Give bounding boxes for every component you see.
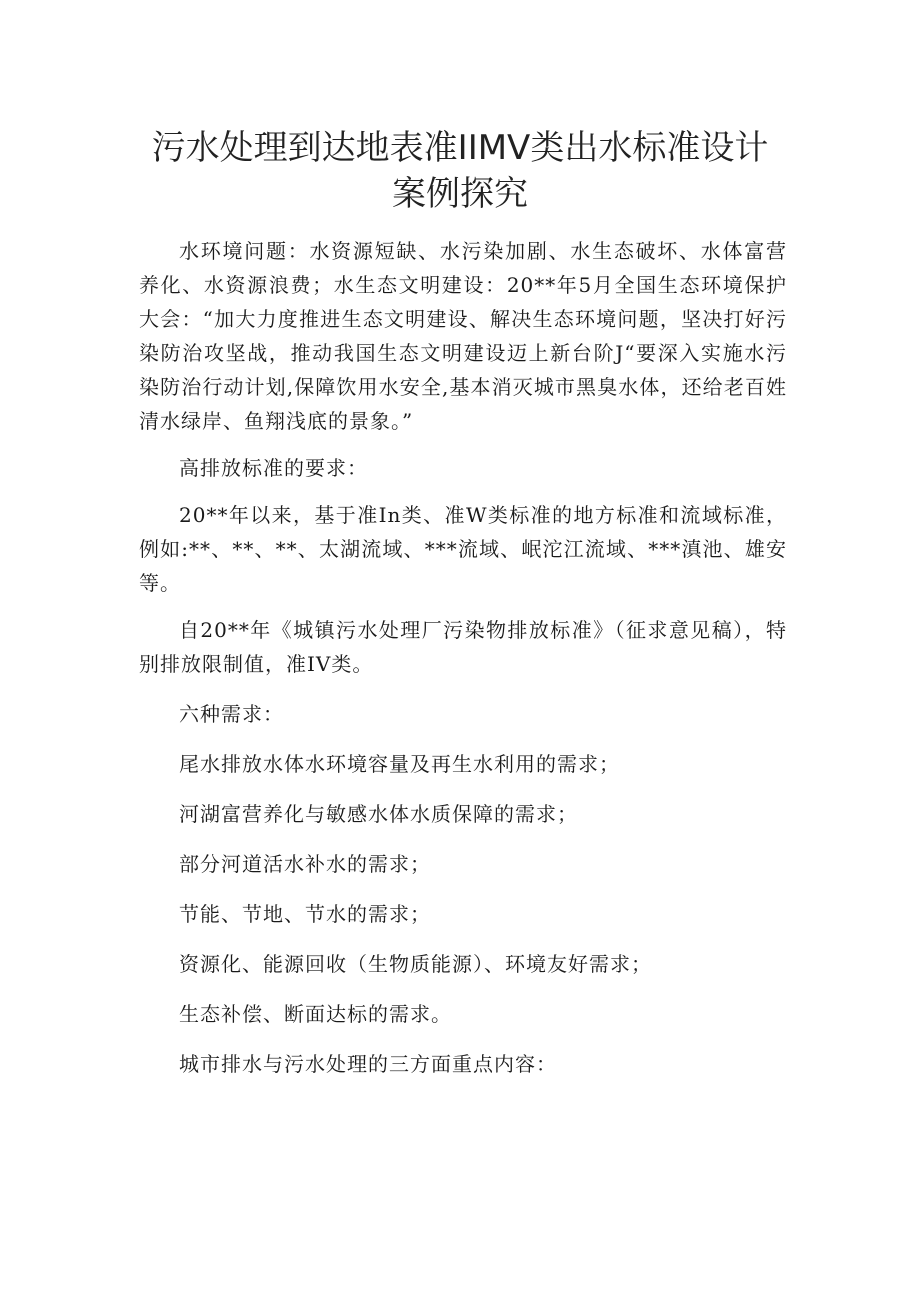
list-item-need-3: 部分河道活水补水的需求； — [179, 852, 431, 876]
paragraph-national-standard: 自20**年《城镇污水处理厂污染物排放标准》（征求意见稿），特别排放限制值，准IV类。 — [139, 618, 787, 676]
list-item-need-4: 节能、节地、节水的需求； — [179, 902, 431, 926]
document-title-line-1: 污水处理到达地表准IIMV类出水标准设计 — [151, 128, 769, 168]
list-item-need-1: 尾水排放水体水环境容量及再生水利用的需求； — [179, 752, 620, 776]
document-body — [139, 234, 787, 1081]
paragraph-water-environment-issues: 水环境问题：水资源短缺、水污染加剧、水生态破坏、水体富营养化、水资源浪费；水生态文明建设：20**年5月全国生态环境保护大会：“加大力度推进生态文明建设、解决生态环境问题，坚决打好污染防治攻坚战，推动我国生态文明建设迈上新台阶J“要深入实施水污染防治行动计划,保障饮用水安全,基本消灭城市黑臭水体，还给老百姓清水绿岸、鱼翔浅底的景象。” — [139, 239, 787, 433]
paragraph-six-needs-heading: 六种需求： — [179, 702, 284, 726]
list-item-need-6: 生态补偿、断面达标的需求。 — [179, 1002, 452, 1026]
paragraph-high-discharge-heading: 高排放标准的要求： — [179, 456, 368, 480]
list-item-need-2: 河湖富营养化与敏感水体水质保障的需求； — [179, 802, 578, 826]
document-title-line-2: 案例探究 — [392, 174, 528, 214]
list-item-need-5: 资源化、能源回收（生物质能源）、环境友好需求； — [179, 952, 652, 976]
paragraph-three-key-aspects: 城市排水与污水处理的三方面重点内容： — [179, 1052, 557, 1076]
paragraph-local-standards: 20**年以来，基于准In类、准W类标准的地方标准和流域标准，例如:**、**、**、太湖流域、***流域、岷沱江流域、***滇池、雄安等。 — [139, 503, 787, 595]
